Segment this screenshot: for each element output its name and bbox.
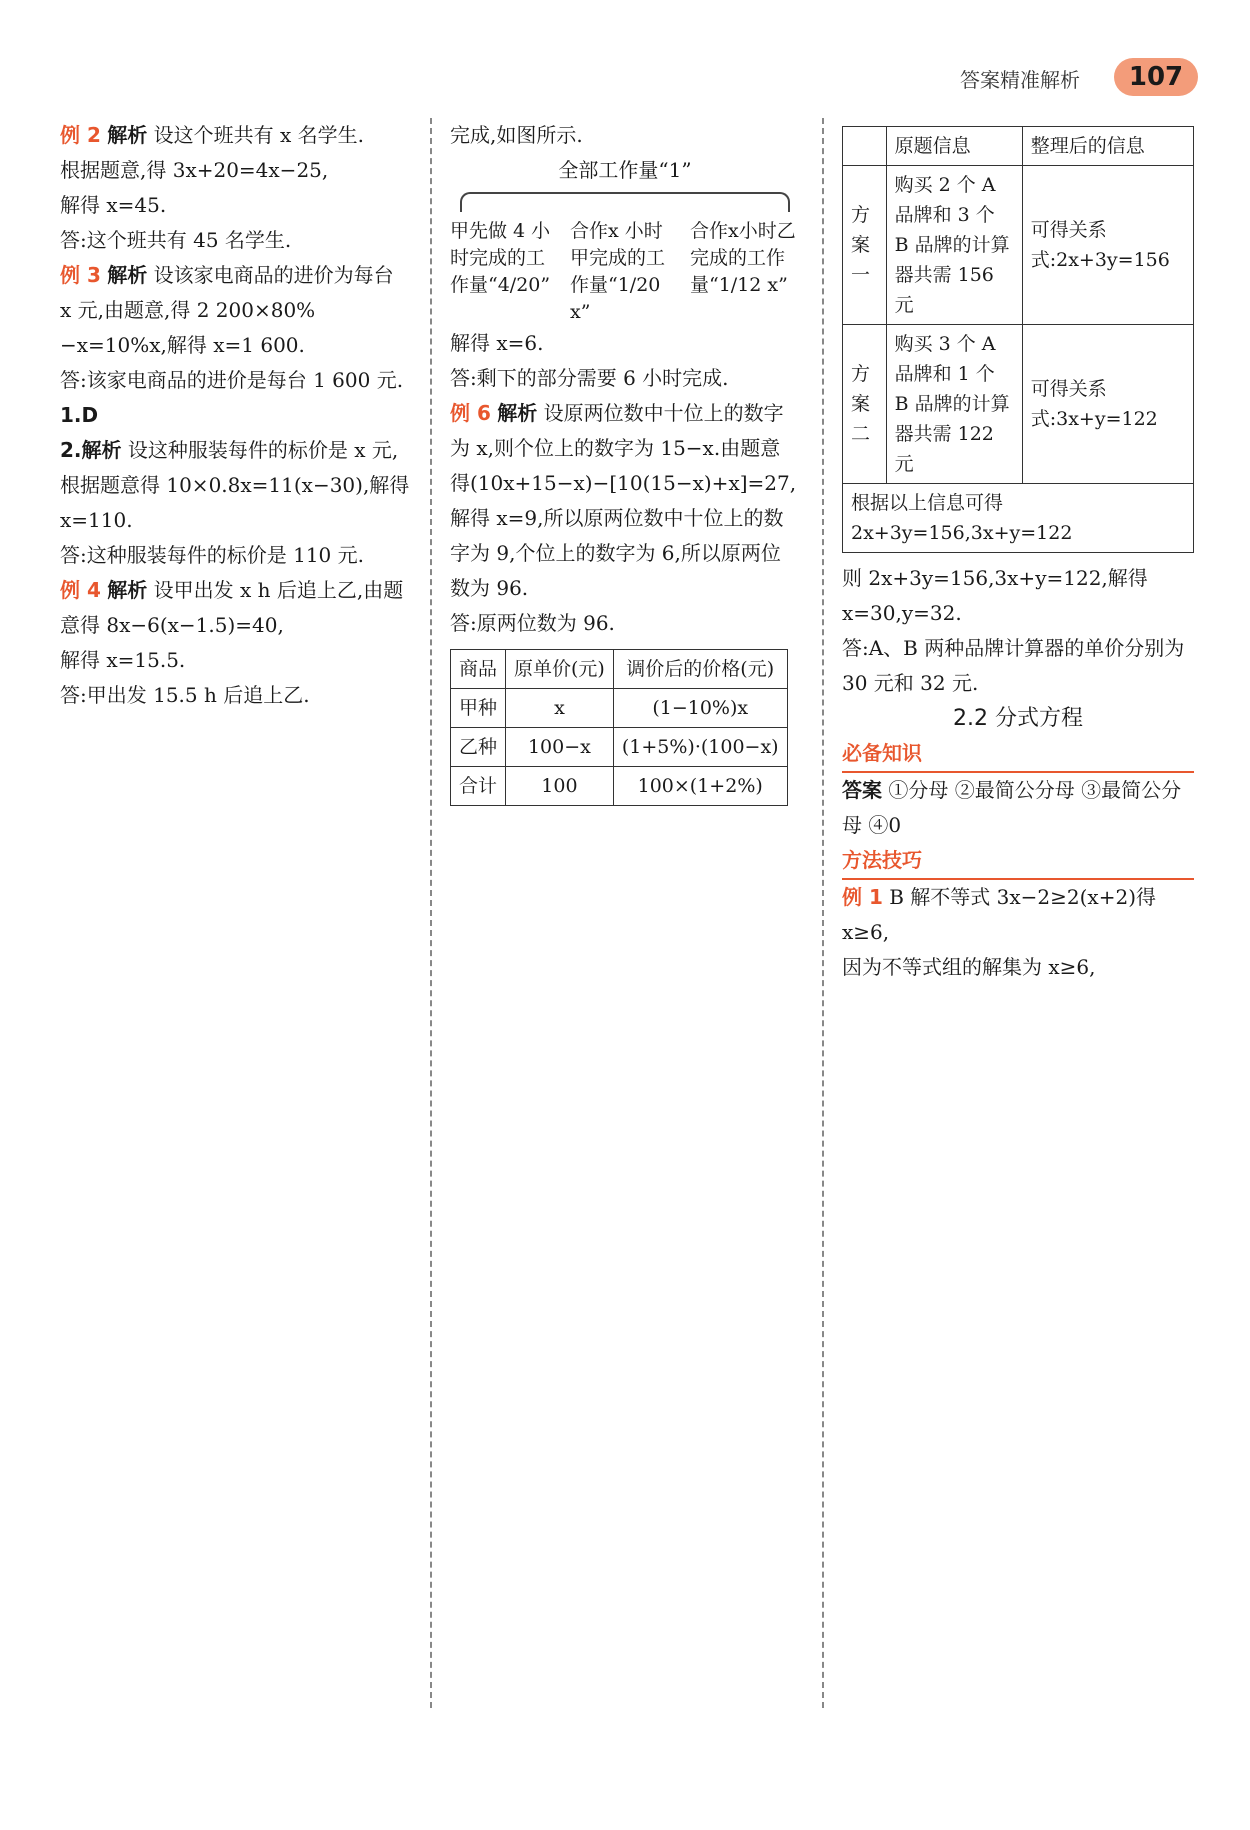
solution-line: 根据题意,得 3x+20=4x−25, [60,158,329,182]
solution-line: 因为不等式组的解集为 x≥6, [842,955,1096,979]
table-cell: 100−x [506,728,614,767]
answer-line: 答:该家电商品的进价是每台 1 600 元. [60,368,404,392]
table-cell [843,127,887,166]
answer-line: 答:A、B 两种品牌计算器的单价分别为 30 元和 32 元. [842,636,1185,695]
table-row [451,650,788,689]
example-label: 例 1 [842,885,883,909]
table-cell: 甲种 [451,689,506,728]
table-cell: 可得关系式:2x+3y=156 [1022,166,1193,325]
example-label: 例 2 [60,123,101,147]
solution-line: 则 2x+3y=156,3x+y=122,解得 x=30,y=32. [842,566,1148,625]
table-row [843,325,1194,484]
table-cell: 整理后的信息 [1022,127,1193,166]
table-cell: 商品 [451,650,506,689]
column-divider [430,118,432,1708]
table-row [451,728,788,767]
diagram-caption: 全部工作量“1” [558,158,692,182]
table-cell: 合计 [451,767,506,806]
diagram-segment-label: 合作x 小时甲完成的工作量“1/20 x” [570,220,666,323]
example-3 [60,258,410,363]
table-cell: (1−10%)x [613,689,787,728]
example-label: 例 3 [60,263,101,287]
example-4 [60,573,410,643]
table-row [843,166,1194,325]
analysis-tag: 解析 [107,578,148,602]
info-table [842,126,1194,553]
solution-line: 完成,如图所示. [450,123,583,147]
example-6 [450,396,800,606]
table-cell: 原单价(元) [506,650,614,689]
example-label: 例 6 [450,401,491,425]
answer-key [842,773,1194,843]
diagram-brace [460,192,790,212]
column-1 [60,118,410,713]
solution-line: 设原两位数中十位上的数字为 x,则个位上的数字为 15−x.由题意得(10x+15−x)−[10(15−x)+x]=27,解得 x=9,所以原两位数中十位上的数字为 9,个位上的数字为 6,所以原两位数为 96. [450,401,797,600]
question-1: 1.D [60,403,99,427]
question-2 [60,433,410,538]
column-2 [450,118,800,814]
example-2 [60,118,410,153]
table-cell: 可得关系式:3x+y=122 [1022,325,1193,484]
table-row [451,689,788,728]
answer-tag: 答案 [842,778,882,802]
diagram-labels [450,218,800,326]
header-title: 答案精准解析 [960,68,1080,92]
table-row [843,127,1194,166]
table-cell: 根据以上信息可得 2x+3y=156,3x+y=122 [843,484,1194,553]
solution-line: 解得 x=6. [450,331,544,355]
table-cell: 100×(1+2%) [613,767,787,806]
solution-line: 解得 x=45. [60,193,167,217]
question-number: 2. [60,438,82,462]
table-cell: 100 [506,767,614,806]
solution-line: 设这个班共有 x 名学生. [153,123,364,147]
section-title: 2.2 分式方程 [953,706,1083,731]
example-label: 例 4 [60,578,101,602]
table-cell: 原题信息 [886,127,1022,166]
solution-line: 设这种服装每件的标价是 x 元,根据题意得 10×0.8x=11(x−30),解得 x=110. [60,438,410,532]
solution-line: 设该家电商品的进价为每台 x 元,由题意,得 2 200×80%−x=10%x,解得 x=1 600. [60,263,394,357]
answer-line: 答:这种服装每件的标价是 110 元. [60,543,364,567]
table-row [451,767,788,806]
page-number-badge: 107 [1114,58,1198,96]
answer-line: 答:这个班共有 45 名学生. [60,228,292,252]
diagram-segment-label: 合作x小时乙完成的工作量“1/12 x” [690,220,796,296]
table-cell: x [506,689,614,728]
answer-line: 答:剩下的部分需要 6 小时完成. [450,366,729,390]
table-row [843,484,1194,553]
solution-line: B 解不等式 3x−2≥2(x+2)得 x≥6, [842,885,1156,944]
answer-line: 答:原两位数为 96. [450,611,615,635]
table-cell: 方案一 [843,166,887,325]
column-3 [842,118,1194,985]
column-divider [822,118,824,1708]
answer-body: ①分母 ②最简公分母 ③最简公分母 ④0 [842,778,1182,837]
analysis-tag: 解析 [107,263,148,287]
analysis-tag: 解析 [497,401,538,425]
example-1 [842,880,1194,950]
work-diagram [450,153,800,326]
solution-line: 设甲出发 x h 后追上乙,由题意得 8x−6(x−1.5)=40, [60,578,404,637]
table-cell: 购买 2 个 A 品牌和 3 个 B 品牌的计算器共需 156 元 [886,166,1022,325]
section-heading-knowledge: 必备知识 [842,736,1194,773]
section-heading-methods: 方法技巧 [842,843,1194,880]
diagram-segment-label: 甲先做 4 小时完成的工作量“4/20” [450,220,551,296]
solution-line: 解得 x=15.5. [60,648,186,672]
analysis-tag: 解析 [107,123,148,147]
table-cell: 方案二 [843,325,887,484]
table-cell: 购买 3 个 A 品牌和 1 个 B 品牌的计算器共需 122 元 [886,325,1022,484]
answer-line: 答:甲出发 15.5 h 后追上乙. [60,683,310,707]
analysis-tag: 解析 [81,438,122,462]
table-cell: (1+5%)·(100−x) [613,728,787,767]
table-cell: 调价后的价格(元) [613,650,787,689]
table-cell: 乙种 [451,728,506,767]
price-table [450,649,788,806]
